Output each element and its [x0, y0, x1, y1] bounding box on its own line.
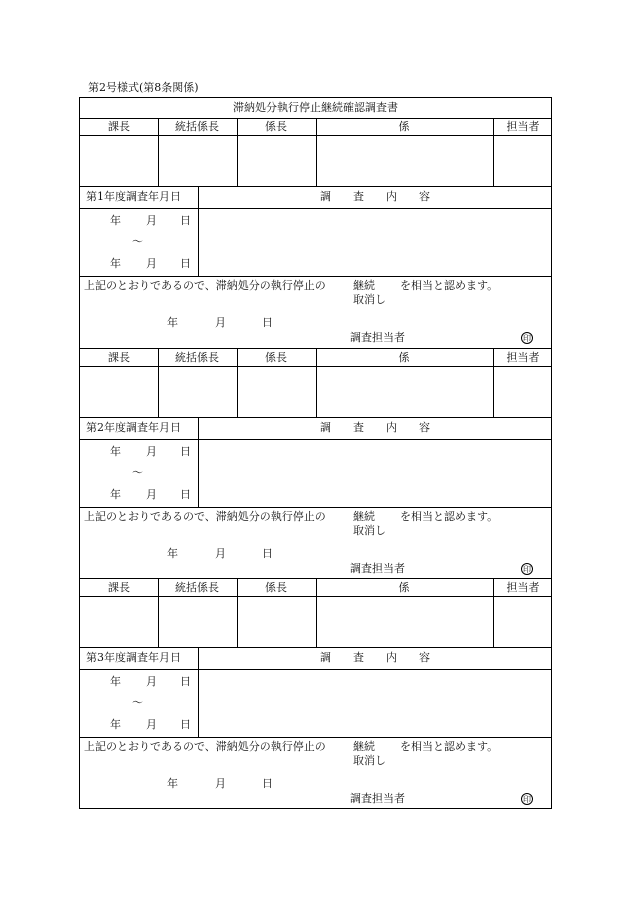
content-header: 調 査 内 容 [320, 190, 430, 203]
option-cancel: 取消し [353, 293, 386, 306]
header-kakari: 係 [398, 581, 410, 594]
from-month: 月 [146, 214, 157, 227]
statement-prefix: 上記のとおりであるので、滞納処分の執行停止の [84, 279, 326, 292]
header-kakari: 係 [398, 120, 410, 133]
form-number-caption: 第2号様式(第8条関係) [88, 81, 199, 94]
from-day: 日 [180, 214, 191, 227]
option-continue: 継続 [353, 279, 375, 292]
from-month: 月 [146, 675, 157, 688]
year-section-1 [80, 118, 551, 348]
year-survey-date-label: 第1年度調査年月日 [86, 190, 181, 203]
decision-month: 月 [215, 547, 226, 560]
from-year: 年 [110, 214, 121, 227]
to-year: 年 [110, 488, 121, 501]
investigation-form [79, 97, 552, 809]
range-tilde: ～ [132, 696, 143, 709]
decision-month: 月 [215, 777, 226, 790]
content-header: 調 査 内 容 [320, 421, 430, 434]
to-year: 年 [110, 257, 121, 270]
header-tokatsu: 統括係長 [175, 581, 219, 594]
seal-mark: 印 [523, 334, 531, 343]
option-cancel: 取消し [353, 754, 386, 767]
to-month: 月 [146, 257, 157, 270]
decision-year: 年 [167, 316, 178, 329]
header-kakari: 係 [398, 351, 410, 364]
to-day: 日 [180, 488, 191, 501]
header-kacho: 課長 [108, 120, 130, 133]
header-kakaricho: 係長 [265, 351, 287, 364]
header-tanto: 担当者 [506, 351, 540, 364]
from-year: 年 [110, 675, 121, 688]
header-kakaricho: 係長 [265, 120, 287, 133]
year-section-3 [80, 578, 551, 809]
from-day: 日 [180, 675, 191, 688]
to-day: 日 [180, 257, 191, 270]
signer-label: 調査担当者 [350, 562, 405, 575]
statement-suffix: を相当と認めます。 [400, 740, 499, 753]
seal-mark: 印 [523, 795, 531, 804]
statement-suffix: を相当と認めます。 [400, 510, 499, 523]
signer-label: 調査担当者 [350, 792, 405, 805]
seal-mark: 印 [523, 565, 531, 574]
form-title: 滞納処分執行停止継続確認調査書 [80, 98, 551, 119]
signer-label: 調査担当者 [350, 331, 405, 344]
option-continue: 継続 [353, 740, 375, 753]
decision-day: 日 [262, 547, 273, 560]
header-tanto: 担当者 [506, 120, 540, 133]
statement-prefix: 上記のとおりであるので、滞納処分の執行停止の [84, 740, 326, 753]
range-tilde: ～ [132, 466, 143, 479]
header-kacho: 課長 [108, 351, 130, 364]
to-month: 月 [146, 488, 157, 501]
statement-suffix: を相当と認めます。 [400, 279, 499, 292]
decision-year: 年 [167, 547, 178, 560]
decision-day: 日 [262, 316, 273, 329]
decision-month: 月 [215, 316, 226, 329]
to-day: 日 [180, 718, 191, 731]
option-cancel: 取消し [353, 524, 386, 537]
header-kakaricho: 係長 [265, 581, 287, 594]
header-kacho: 課長 [108, 581, 130, 594]
to-year: 年 [110, 718, 121, 731]
option-continue: 継続 [353, 510, 375, 523]
year-survey-date-label: 第3年度調査年月日 [86, 651, 181, 664]
year-survey-date-label: 第2年度調査年月日 [86, 421, 181, 434]
from-day: 日 [180, 445, 191, 458]
from-year: 年 [110, 445, 121, 458]
header-tokatsu: 統括係長 [175, 120, 219, 133]
year-section-2 [80, 348, 551, 579]
to-month: 月 [146, 718, 157, 731]
header-tanto: 担当者 [506, 581, 540, 594]
range-tilde: ～ [132, 235, 143, 248]
from-month: 月 [146, 445, 157, 458]
statement-prefix: 上記のとおりであるので、滞納処分の執行停止の [84, 510, 326, 523]
decision-day: 日 [262, 777, 273, 790]
header-tokatsu: 統括係長 [175, 351, 219, 364]
content-header: 調 査 内 容 [320, 651, 430, 664]
decision-year: 年 [167, 777, 178, 790]
